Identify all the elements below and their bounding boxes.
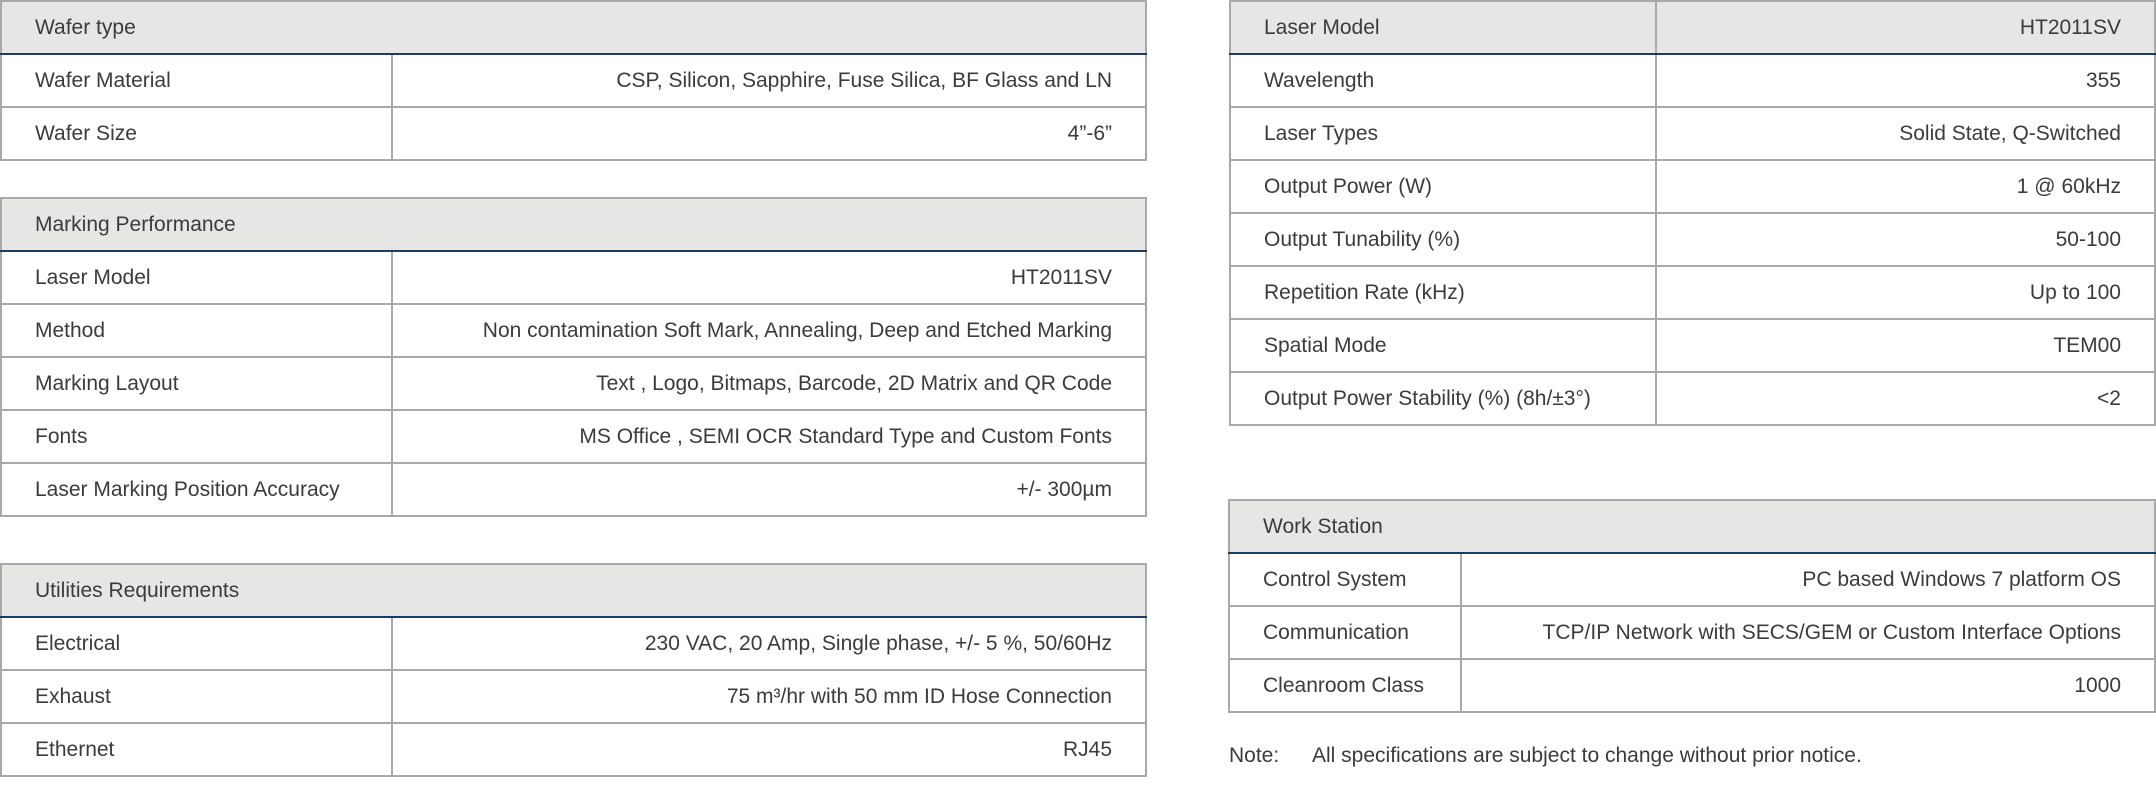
- row-value: TEM00: [1656, 319, 2155, 372]
- row-value: Non contamination Soft Mark, Annealing, Deep and Etched Marking: [392, 304, 1146, 357]
- row-value: MS Office , SEMI OCR Standard Type and Custom Fonts: [392, 410, 1146, 463]
- table-header: [1, 564, 1146, 617]
- work-station-table: [1228, 499, 2156, 713]
- row-label: Control System: [1229, 553, 1461, 606]
- row-label: Output Power Stability (%) (8h/±3°): [1230, 372, 1656, 425]
- wafer-type-table: [0, 0, 1147, 161]
- row-value: 1000: [1461, 659, 2155, 712]
- row-value: CSP, Silicon, Sapphire, Fuse Silica, BF Glass and LN: [392, 54, 1146, 107]
- section-title: Marking Performance: [1, 198, 1146, 251]
- row-label: Output Tunability (%): [1230, 213, 1656, 266]
- row-label: Marking Layout: [1, 357, 392, 410]
- table-header: [1230, 1, 2155, 54]
- row-value: 75 m³/hr with 50 mm ID Hose Connection: [392, 670, 1146, 723]
- table-row: [1230, 54, 2155, 107]
- row-label: Fonts: [1, 410, 392, 463]
- table-row: [1, 304, 1146, 357]
- row-value: <2: [1656, 372, 2155, 425]
- row-label: Output Power (W): [1230, 160, 1656, 213]
- row-label: Electrical: [1, 617, 392, 670]
- note-label: Note:: [1229, 744, 1280, 767]
- table-row: [1, 251, 1146, 304]
- row-value: 4”-6”: [392, 107, 1146, 160]
- row-value: 1 @ 60kHz: [1656, 160, 2155, 213]
- section-title: Laser Model: [1230, 1, 1656, 54]
- table-header: [1, 198, 1146, 251]
- table-row: [1, 723, 1146, 776]
- table-row: [1230, 213, 2155, 266]
- row-value: 50-100: [1656, 213, 2155, 266]
- row-label: Laser Model: [1, 251, 392, 304]
- table-row: [1, 107, 1146, 160]
- section-title: Wafer type: [1, 1, 1146, 54]
- row-label: Laser Types: [1230, 107, 1656, 160]
- row-label: Communication: [1229, 606, 1461, 659]
- row-value: Solid State, Q-Switched: [1656, 107, 2155, 160]
- table-row: [1, 670, 1146, 723]
- table-row: [1229, 659, 2155, 712]
- laser-table: [1229, 0, 2156, 426]
- table-row: [1229, 553, 2155, 606]
- row-label: Wafer Material: [1, 54, 392, 107]
- row-value: Text , Logo, Bitmaps, Barcode, 2D Matrix and QR Code: [392, 357, 1146, 410]
- note-text: All specifications are subject to change without prior notice.: [1312, 744, 1862, 767]
- row-value: PC based Windows 7 platform OS: [1461, 553, 2155, 606]
- row-value: TCP/IP Network with SECS/GEM or Custom Interface Options: [1461, 606, 2155, 659]
- table-row: [1, 54, 1146, 107]
- table-row: [1, 617, 1146, 670]
- table-row: [1229, 606, 2155, 659]
- row-value: +/- 300µm: [392, 463, 1146, 516]
- row-label: Spatial Mode: [1230, 319, 1656, 372]
- marking-performance-table: [0, 197, 1147, 517]
- table-row: [1, 357, 1146, 410]
- table-row: [1230, 266, 2155, 319]
- row-value: RJ45: [392, 723, 1146, 776]
- table-row: [1230, 319, 2155, 372]
- row-value: 230 VAC, 20 Amp, Single phase, +/- 5 %, 50/60Hz: [392, 617, 1146, 670]
- table-header: [1229, 500, 2155, 553]
- table-row: [1230, 107, 2155, 160]
- row-label: Repetition Rate (kHz): [1230, 266, 1656, 319]
- table-row: [1, 410, 1146, 463]
- row-value: HT2011SV: [392, 251, 1146, 304]
- section-title: Work Station: [1229, 500, 2155, 553]
- row-value: 355: [1656, 54, 2155, 107]
- row-label: Wafer Size: [1, 107, 392, 160]
- utilities-table: [0, 563, 1147, 777]
- row-label: Cleanroom Class: [1229, 659, 1461, 712]
- row-label: Ethernet: [1, 723, 392, 776]
- row-label: Method: [1, 304, 392, 357]
- table-header: [1, 1, 1146, 54]
- footnote: [1229, 744, 1862, 768]
- table-row: [1230, 372, 2155, 425]
- row-value: Up to 100: [1656, 266, 2155, 319]
- row-label: Laser Marking Position Accuracy: [1, 463, 392, 516]
- header-value: HT2011SV: [1656, 1, 2155, 54]
- table-row: [1, 463, 1146, 516]
- row-label: Wavelength: [1230, 54, 1656, 107]
- table-row: [1230, 160, 2155, 213]
- section-title: Utilities Requirements: [1, 564, 1146, 617]
- row-label: Exhaust: [1, 670, 392, 723]
